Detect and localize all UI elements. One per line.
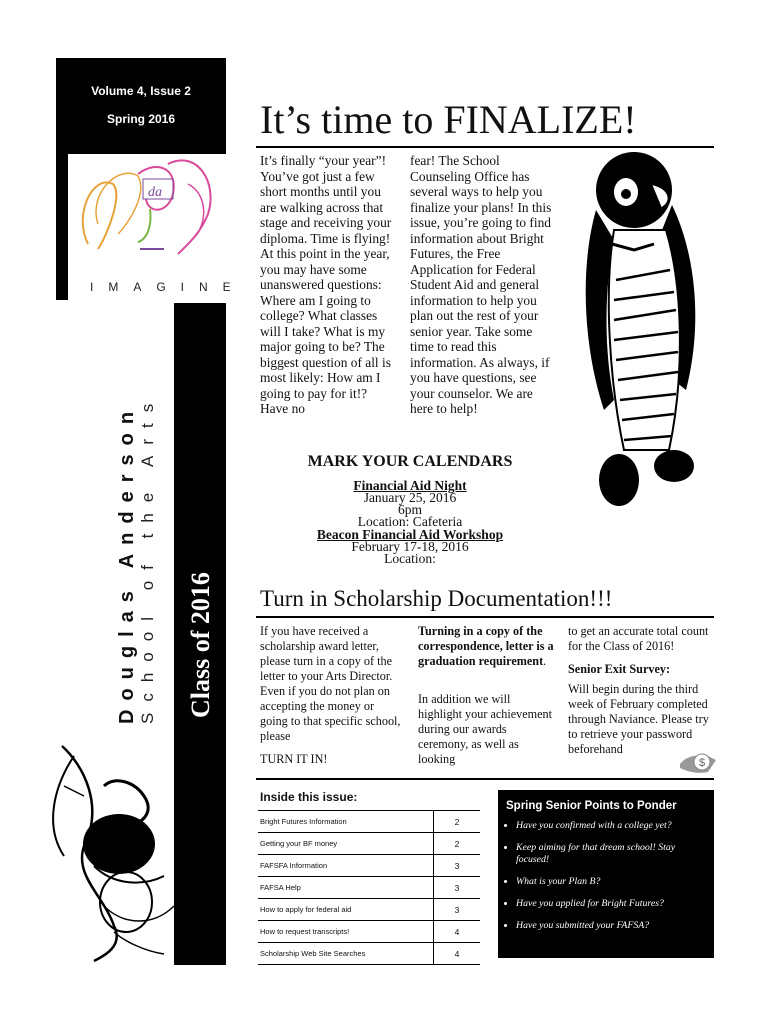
class-of-label: Class of 2016 (186, 572, 215, 718)
event-location: Location: Cafeteria (357, 514, 463, 529)
penguin-illustration (574, 150, 716, 530)
scholarship-column-1: If you have received a scholarship award letter, please turn in a copy of the letter to your Arts Director. Even if you do not plan on accepting the money or going to that specific school, please (260, 624, 401, 743)
list-item: • Keep aiming for that dream school! Stay focused! (516, 842, 706, 866)
toc-row[interactable] (258, 833, 480, 855)
imagine-logo (68, 154, 226, 280)
toc-row[interactable] (258, 811, 480, 833)
points-list (498, 820, 712, 942)
toc-label: Getting your BF money (258, 833, 434, 855)
page-headline: It’s time to FINALIZE! (260, 97, 637, 142)
toc-label: Bright Futures Information (258, 811, 434, 833)
list-item: • What is your Plan B? (516, 876, 706, 888)
list-item: • Have you confirmed with a college yet? (516, 820, 706, 832)
issue-season: Spring 2016 (106, 112, 176, 126)
toc-label: How to apply for federal aid (258, 899, 434, 921)
masthead-strip (56, 154, 68, 300)
toc-label: FAFSA Help (258, 877, 434, 899)
points-heading: Spring Senior Points to Ponder (506, 800, 677, 812)
turn-it-in: TURN IT IN! (260, 752, 328, 766)
list-item: • Have you applied for Bright Futures? (516, 898, 706, 910)
event-name: Financial Aid Night (353, 478, 467, 493)
inside-heading: Inside this issue: (260, 790, 358, 804)
toc-label: FAFSFA Information (258, 855, 434, 877)
toc-row[interactable] (258, 899, 480, 921)
intro-column-1: It’s finally “your year”! You’ve got just a few short months until you are walking across that stage and receiving your diploma. Time is flying! At this point in the year, you may have some unanswered questions: Where am I going to college? What classes will I take? What is my major going to be? The biggest question of all is most likely: How am I going to pay for it!? Have no (260, 153, 392, 416)
decorative-figure-illustration (44, 726, 184, 962)
money-hand-icon (678, 746, 718, 776)
toc-page: 3 (434, 855, 481, 877)
event-date: January 25, 2016 (363, 490, 457, 505)
toc-page: 2 (434, 811, 481, 833)
toc-page: 3 (434, 899, 481, 921)
toc-page: 4 (434, 943, 481, 965)
toc-label: Scholarship Web Site Searches (258, 943, 434, 965)
event-time: 6pm (397, 502, 422, 517)
points-to-ponder-box (498, 790, 714, 958)
headline-rule (256, 146, 714, 148)
calendar-heading: MARK YOUR CALENDARS (307, 453, 513, 470)
exit-survey-heading: Senior Exit Survey: (568, 662, 671, 676)
school-name: Douglas Anderson (116, 402, 138, 724)
table-of-contents (258, 810, 480, 965)
toc-label: How to request transcripts! (258, 921, 434, 943)
event-date: February 17-18, 2016 (351, 539, 469, 554)
toc-row[interactable] (258, 943, 480, 965)
masthead (56, 58, 226, 154)
requirement-bold: Turning in a copy of the correspondence, letter is a graduation requirement (418, 624, 554, 668)
toc-page: 3 (434, 877, 481, 899)
toc-row[interactable] (258, 855, 480, 877)
toc-page: 4 (434, 921, 481, 943)
intro-column-2: fear! The School Counseling Office has several ways to help you finalize your plans! In this issue, you’re going to find information about Bright Futures, the Free Application for Federal Student Aid and general information to help you plan out the rest of your senior year. Take some time to read this information. As always, if you have questions, see your counselor. We are here to help! (410, 153, 552, 416)
volume-issue: Volume 4, Issue 2 (91, 84, 191, 98)
list-item: • Have you submitted your FAFSA? (516, 920, 706, 932)
event-name: Beacon Financial Aid Workshop (316, 527, 504, 542)
scholarship-rule (256, 616, 714, 618)
logo-text: da (148, 185, 162, 200)
scholarship-requirement (418, 624, 554, 669)
scholarship-column-3: to get an accurate total count for the Class of 2016! (568, 624, 709, 653)
section-rule (256, 778, 714, 780)
exit-survey-text: Will begin during the third week of February completed through Naviance. Please try to retrieve your password beforehand (568, 682, 709, 756)
imagine-wordmark: IMAGINE (90, 280, 246, 294)
scholarship-heading: Turn in Scholarship Documentation!!! (260, 586, 613, 611)
scholarship-column-2: In addition we will highlight your achievement during our awards ceremony, as well as looking (418, 692, 553, 766)
event-location: Location: (384, 551, 436, 566)
toc-page: 2 (434, 833, 481, 855)
toc-row[interactable] (258, 921, 480, 943)
requirement-period: . (543, 654, 547, 668)
school-subtitle: School of the Arts (138, 392, 157, 724)
dollar-sign: $ (698, 757, 706, 769)
toc-row[interactable] (258, 877, 480, 899)
